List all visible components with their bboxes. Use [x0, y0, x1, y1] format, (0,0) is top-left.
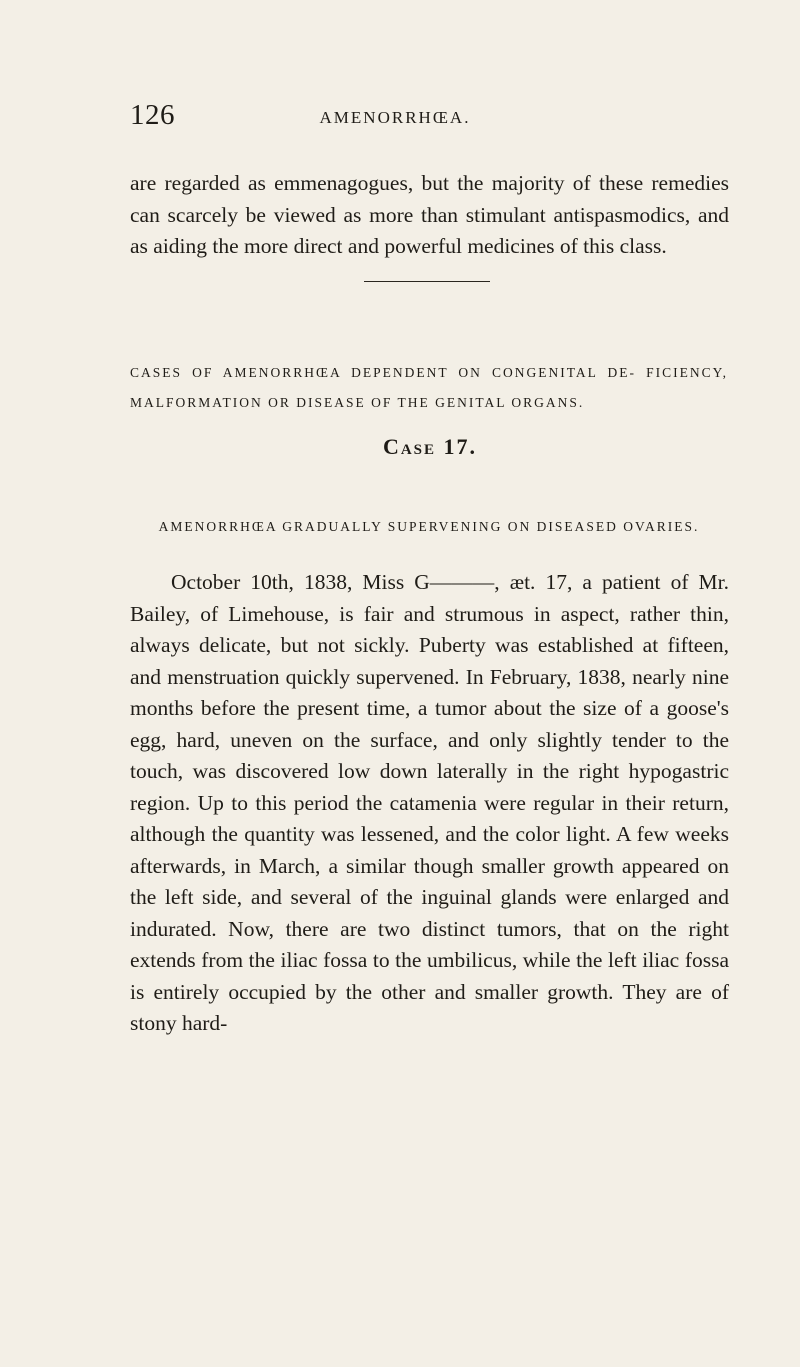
page-header: [130, 98, 730, 138]
opening-paragraph: are regarded as emmenagogues, but the majority of these remedies can scarcely be viewed as more than stimulant antispasmodics, and as aiding the more direct and powerful medicines of this class.: [130, 171, 729, 258]
section-divider: [364, 281, 490, 282]
running-head: AMENORRHŒA.: [319, 108, 471, 127]
page-number: 126: [130, 99, 175, 131]
case-paragraph: October 10th, 1838, Miss G———, æt. 17, a patient of Mr. Bailey, of Limehouse, is fair and strumous in aspect, rather thin, always delicate, but not sickly. Puberty was established at fifteen, and menstruation quickly supervened. In February, 1838, nearly nine months before the present time, a tumor about the size of a goose's egg, hard, uneven on the surface, and only slightly tender to the touch, was discovered low down laterally in the right hypogastric region. Up to this period the catamenia were regular in their return, although the quantity was lessened, and the color light. A few weeks afterwards, in March, a similar though smaller growth appeared on the left side, and several of the inguinal glands were enlarged and indurated. Now, there are two distinct tumors, that on the right extends from the iliac fossa to the umbilicus, while the left iliac fossa is entirely occupied by the other and smaller growth. They are of stony hard-: [130, 570, 729, 1035]
case-title: Case 17.: [382, 434, 478, 459]
section-heading: CASES OF AMENORRHŒA DEPENDENT ON CONGENITAL DE- FICIENCY, MALFORMATION OR DISEASE OF THE GENITAL ORGANS.: [130, 365, 728, 410]
case-subtitle: AMENORRHŒA GRADUALLY SUPERVENING ON DISEASED OVARIES.: [158, 519, 700, 534]
